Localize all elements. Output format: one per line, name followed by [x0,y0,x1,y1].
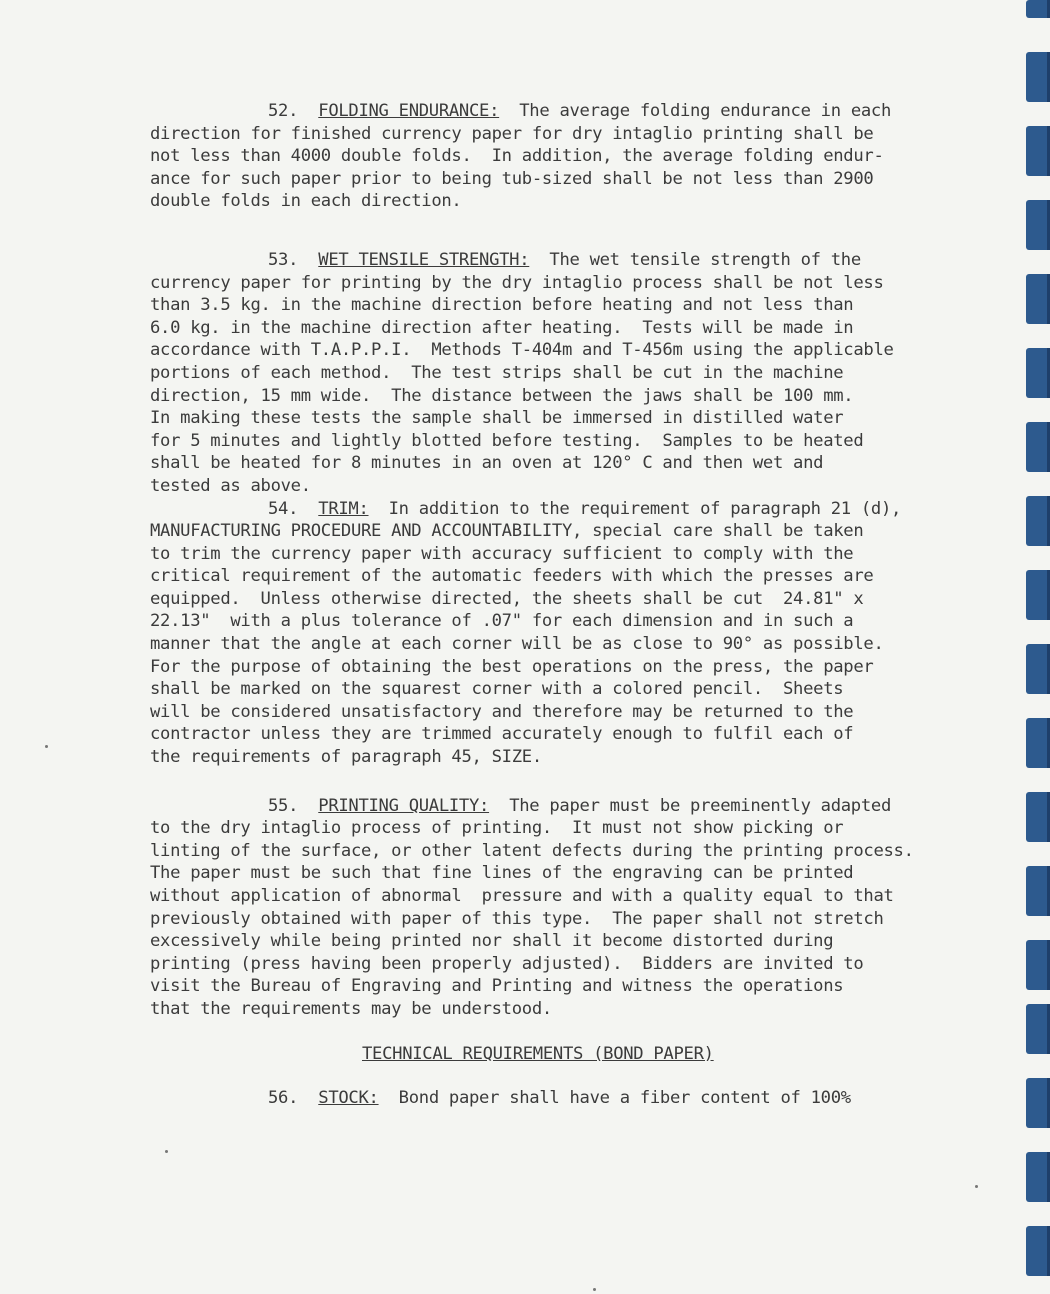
paragraph-text: direction for finished currency paper for dry intaglio printing shall be not less than 4000 double folds. In addition, the average folding endur- ance for such paper prior to being tub-sized shall be not less than 2900 double folds in each direction. [150,123,884,212]
paragraph-number: 54. [268,498,299,519]
paragraph-number: 56. [268,1088,299,1109]
binding-tab [1026,0,1050,18]
paragraph-55 [150,795,990,1021]
binding-tab [1026,1226,1050,1276]
binding-tab [1026,1004,1050,1054]
paragraph-number: 52. [268,101,299,121]
binding-tab [1026,126,1050,176]
paragraph-text: to the dry intaglio process of printing. It must not show picking or linting of the surface, or other latent defects during the printing process. The paper must be such that fine lines of the engraving can be printed without application of abnormal pressure and with a quality equal to that previously obtained with paper of this type. The paper shall not stretch excessively while being printed nor shall it become distorted during printing (press having been properly adjusted). Bidders are invited to visit the Bureau of Engraving and Printing and witness the operations that the requirements may be understood. [150,818,914,1019]
binding-tab [1026,200,1050,250]
stray-mark [975,1185,978,1188]
paragraph-text: currency paper for printing by the dry intaglio process shall be not less than 3.5 kg. in the machine direction before heating and not less than 6.0 kg. in the machine direction after heating. Tests will be made in accordance with T.A.P.P.I. Methods T-404m and T-456m using the applicable portions of each method. The test strips shall be cut in the machine direction, 15 mm wide. The distance between the jaws shall be 100 mm. In making these tests the sample shall be immersed in distilled water for 5 minutes and lightly blotted before testing. Samples to be heated shall be heated for 8 minutes in an oven at 120° C and then wet and tested as above. [150,272,894,496]
paragraph-text-first: The wet tensile strength of the [549,249,861,270]
section-heading: TECHNICAL REQUIREMENTS (BOND PAPER) [362,1043,714,1064]
stray-mark [593,1288,596,1291]
binding-tab [1026,1152,1050,1202]
binding-tab [1026,866,1050,916]
binding-tab [1026,644,1050,694]
binding-tab [1026,1078,1050,1128]
paragraph-title: WET TENSILE STRENGTH: [318,249,530,270]
paragraph-56 [150,1087,990,1110]
paragraph-text-first: Bond paper shall have a fiber content of 100% [398,1088,851,1109]
paragraph-number: 55. [268,795,299,816]
binding-tab [1026,496,1050,546]
stray-mark [45,745,48,748]
paragraph-text-first: The paper must be preeminently adapted [509,795,892,816]
binding-tab [1026,570,1050,620]
binding-tab [1026,792,1050,842]
paragraph-number: 53. [268,249,299,270]
binding-tab [1026,52,1050,102]
paragraph-text: MANUFACTURING PROCEDURE AND ACCOUNTABILITY, special care shall be taken to trim the currency paper with accuracy sufficient to comply with the critical requirement of the automatic feeders with which the presses are equipped. Unless otherwise directed, the sheets shall be cut 24.81" x 22.13" with a plus tolerance of .07" for each dimension and in such a manner that the angle at each corner will be as close to 90° as possible. For the purpose of obtaining the best operations on the press, the paper shall be marked on the squarest corner with a colored pencil. Sheets will be considered unsatisfactory and therefore may be returned to the contractor unless they are trimmed accurately enough to fulfil each of the requirements of paragraph 45, SIZE. [150,521,884,768]
paragraph-52 [150,100,990,213]
typewritten-body [150,100,990,1110]
paragraph-title: FOLDING ENDURANCE: [318,101,500,121]
paragraph-title: STOCK: [318,1088,379,1109]
binding-tab [1026,718,1050,768]
paragraph-text-first: In addition to the requirement of paragraph 21 (d), [388,498,902,519]
binding-tab [1026,422,1050,472]
paragraph-54 [150,498,990,769]
paragraph-title: TRIM: [318,498,369,519]
stray-mark [165,1150,168,1153]
spiral-binding [1020,0,1050,1294]
paragraph-text-first: The average folding endurance in each [519,101,892,121]
binding-tab [1026,348,1050,398]
paragraph-title: PRINTING QUALITY: [318,795,490,816]
binding-tab [1026,274,1050,324]
binding-tab [1026,940,1050,990]
paragraph-53 [150,249,990,498]
